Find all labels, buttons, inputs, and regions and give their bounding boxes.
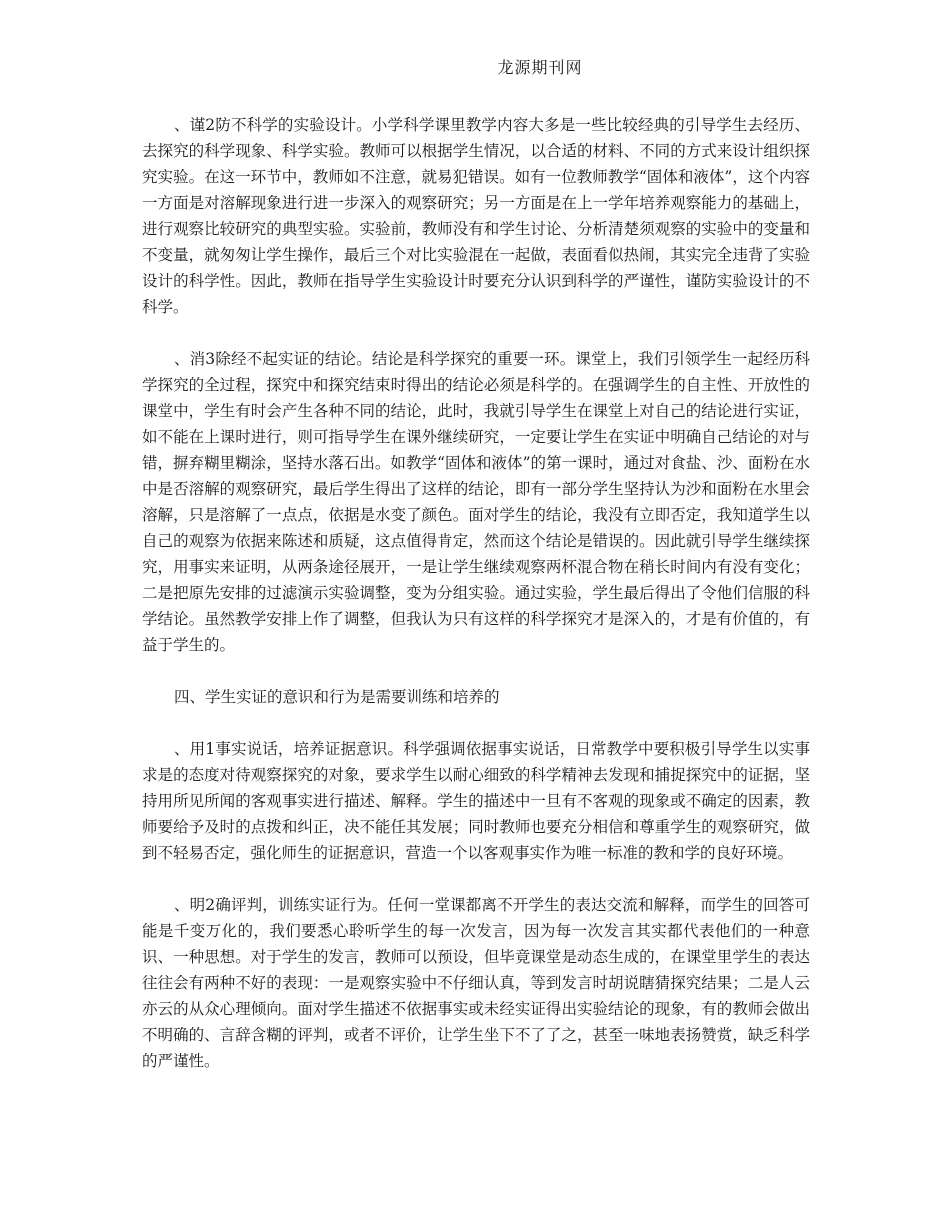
paragraph-prevent-unscientific-design: 、谨2防不科学的实验设计。小学科学课里教学内容大多是一些比较经典的引导学生去经历、去探究的科学现象、科学实验。教师可以根据学生情况，以合适的材料、不同的方式来设计组织探究实验。在这一环节中，教师如不注意，就易犯错误。如有一位教师教学“固体和液体”，这个内容一方面是对溶解现象进行进一步深入的观察研究；另一方面是在上一学年培养观察能力的基础上，进行观察比较研究的典型实验。实验前，教师没有和学生讨论、分析清楚须观察的实验中的变量和不变量，就匆匆让学生操作，最后三个对比实验混在一起做，表面看似热闹，其实完全违背了实验设计的科学性。因此，教师在指导学生实验设计时要充分认识到科学的严谨性，谨防实验设计的不科学。 <box>142 116 810 316</box>
section-heading-four: 四、学生实证的意识和行为是需要训练和培养的 <box>174 688 500 706</box>
paragraph-clear-evaluation: 、明2确评判，训练实证行为。任何一堂课都离不开学生的表达交流和解释，而学生的回答可能是千变万化的，我们要悉心聆听学生的每一次发言，因为每一次发言其实都代表他们的一种意识、一种思想。对于学生的发言，教师可以预设，但毕竟课堂是动态生成的，在课堂里学生的表达往往会有两种不好的表现：一是观察实验中不仔细认真，等到发言时胡说瞎猜探究结果；二是人云亦云的从众心理倾向。面对学生描述不依据事实或未经实证得出实验结论的现象，有的教师会做出不明确的、言辞含糊的评判，或者不评价，让学生坐下不了了之，甚至一味地表扬赞赏，缺乏科学的严谨性。 <box>142 896 810 1070</box>
paragraph-speak-with-facts: 、用1事实说话，培养证据意识。科学强调依据事实说话，日常教学中要积极引导学生以实事求是的态度对待观察探究的对象，要求学生以耐心细致的科学精神去发现和捕捉探究中的证据，坚持用所见所闻的客观事实进行描述、解释。学生的描述中一旦有不客观的现象或不确定的因素，教师要给予及时的点拨和纠正，决不能任其发展；同时教师也要充分相信和尊重学生的观察研究，做到不轻易否定，强化师生的证据意识，营造一个以客观事实作为唯一标准的教和学的良好环境。 <box>142 740 810 862</box>
page-header-site-name: 龙源期刊网 <box>497 58 583 77</box>
article-body <box>142 112 810 1100</box>
paragraph-eliminate-unverified-conclusions: 、消3除经不起实证的结论。结论是科学探究的重要一环。课堂上，我们引领学生一起经历科学探究的全过程，探究中和探究结束时得出的结论必须是科学的。在强调学生的自主性、开放性的课堂中，学生有时会产生各种不同的结论，此时，我就引导学生在课堂上对自己的结论进行实证，如不能在上课时进行，则可指导学生在课外继续研究，一定要让学生在实证中明确自己结论的对与错，摒弃糊里糊涂，坚持水落石出。如教学“固体和液体”的第一课时，通过对食盐、沙、面粉在水中是否溶解的观察研究，最后学生得出了这样的结论，即有一部分学生坚持认为沙和面粉在水里会溶解，只是溶解了一点点，依据是水变了颜色。面对学生的结论，我没有立即否定，我知道学生以自己的观察为依据来陈述和质疑，这点值得肯定，然而这个结论是错误的。因此就引导学生继续探究，用事实来证明，从两条途径展开，一是让学生继续观察两杯混合物在稍长时间内有没有变化；二是把原先安排的过滤演示实验调整，变为分组实验。通过实验，学生最后得出了令他们信服的科学结论。虽然教学安排上作了调整，但我认为只有这样的科学探究才是深入的，才是有价值的，有益于学生的。 <box>142 350 810 654</box>
